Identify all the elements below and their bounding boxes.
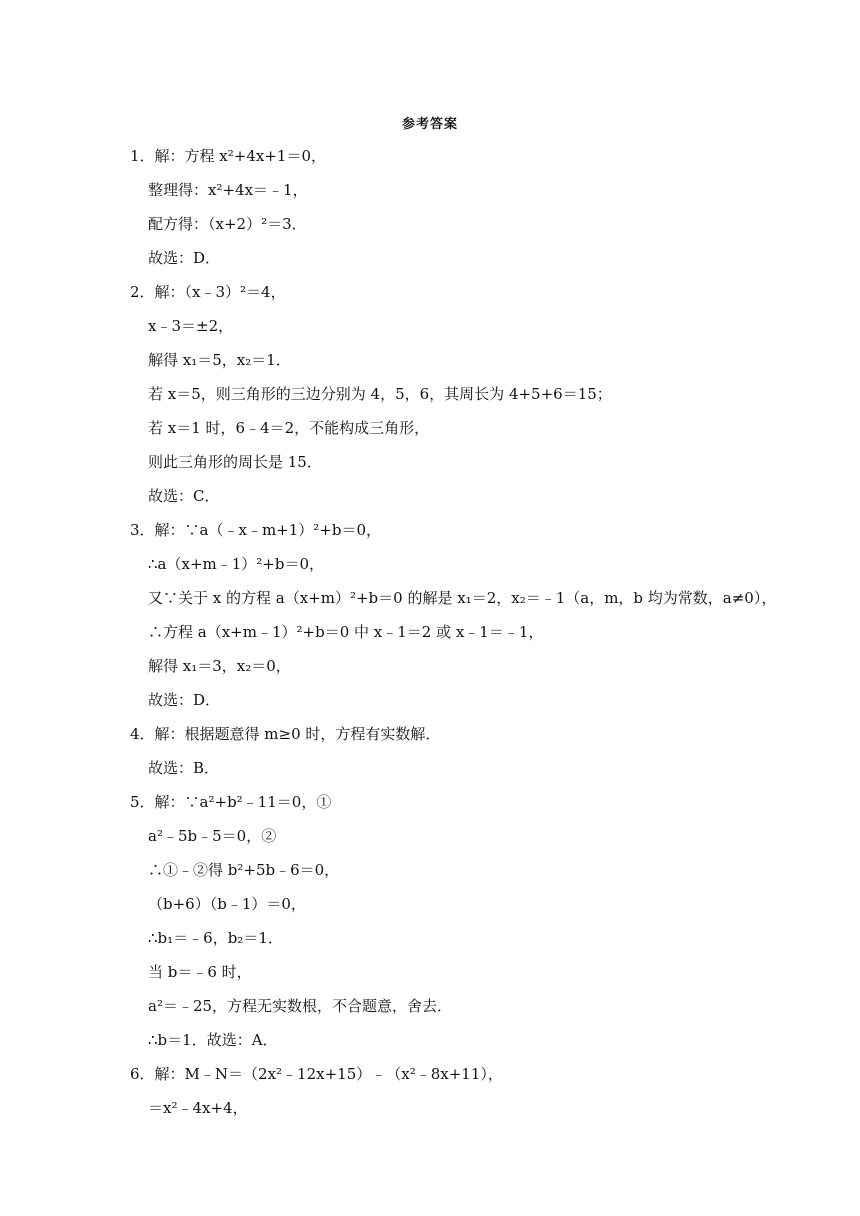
answer-3-line-6: 故选：D．: [148, 691, 221, 709]
answer-1-line-3: 配方得：（x+2）²＝3．: [148, 215, 307, 233]
answer-5-line-7: a²＝﹣25，方程无实数根，不合题意，舍去．: [148, 997, 453, 1015]
answer-3-line-4: ∴方程 a（x+m﹣1）²+b＝0 中 x﹣1＝2 或 x﹣1＝﹣1，: [148, 623, 544, 641]
answer-6-line-1: 6．解：M﹣N＝（2x²﹣12x+15）﹣（x²﹣8x+11），: [130, 1065, 503, 1083]
answer-1-line-1: 1．解：方程 x²+4x+1＝0，: [130, 147, 327, 165]
answer-5-line-2: a²﹣5b﹣5＝0，②: [148, 827, 277, 845]
answer-2-line-3: 解得 x₁＝5，x₂＝1．: [148, 351, 291, 369]
answer-5-line-4: （b+6）（b﹣1）＝0，: [148, 895, 306, 913]
answer-2-line-5: 若 x＝1 时，6﹣4＝2，不能构成三角形，: [148, 419, 430, 437]
answer-4-line-1: 4．解：根据题意得 m≥0 时，方程有实数解．: [130, 725, 441, 743]
answer-2-line-7: 故选：C．: [148, 487, 220, 505]
answer-5-line-1: 5．解：∵a²+b²﹣11＝0，①: [130, 793, 332, 811]
answer-1-line-4: 故选：D．: [148, 249, 221, 267]
answer-2-line-6: 则此三角形的周长是 15．: [148, 453, 322, 471]
page-title: 参考答案: [401, 117, 458, 132]
answer-5-line-8: ∴b＝1．故选：A．: [148, 1031, 278, 1049]
answer-3-line-1: 3．解：∵a（﹣x﹣m+1）²+b＝0，: [130, 521, 382, 539]
answer-2-line-4: 若 x＝5，则三角形的三边分别为 4，5，6，其周长为 4+5+6＝15；: [148, 385, 612, 403]
answer-6-line-2: ＝x²﹣4x+4，: [148, 1099, 248, 1117]
answer-2-line-2: x﹣3＝±2，: [148, 317, 234, 335]
answer-3-line-5: 解得 x₁＝3，x₂＝0，: [148, 657, 291, 675]
answer-3-line-2: ∴a（x+m﹣1）²+b＝0，: [148, 555, 325, 573]
answer-1-line-2: 整理得：x²+4x＝﹣1，: [148, 181, 308, 199]
answer-5-line-3: ∴①﹣②得 b²+5b﹣6＝0，: [148, 861, 340, 879]
answer-3-line-3: 又∵关于 x 的方程 a（x+m）²+b＝0 的解是 x₁＝2，x₂＝﹣1（a，m，b 均为常数，a≠0），: [148, 589, 777, 607]
answer-5-line-6: 当 b＝﹣6 时，: [148, 963, 252, 981]
answer-5-line-5: ∴b₁＝﹣6，b₂＝1．: [148, 929, 283, 947]
answer-4-line-2: 故选：B．: [148, 759, 220, 777]
answer-2-line-1: 2．解：（x﹣3）²＝4，: [130, 283, 286, 301]
